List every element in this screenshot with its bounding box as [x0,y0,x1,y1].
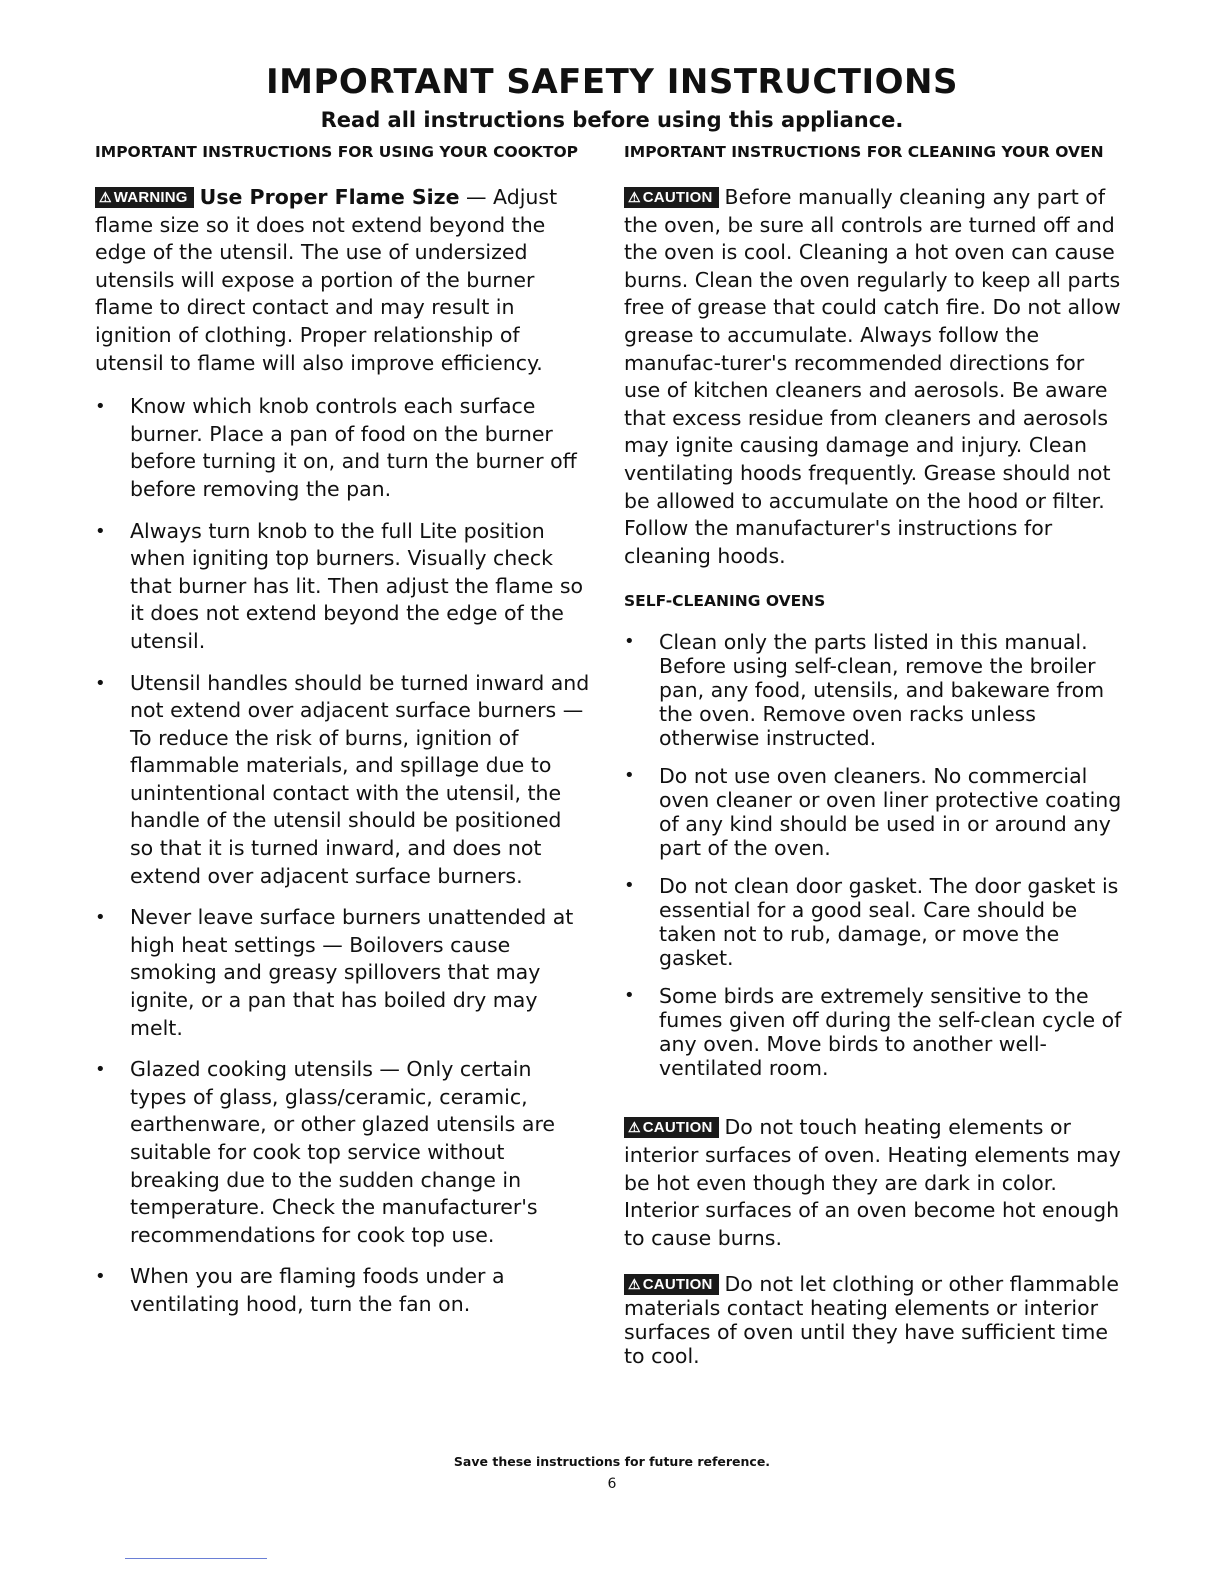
scan-edge-line [125,1558,267,1559]
bullet-icon: • [95,520,106,542]
list-item [624,764,1124,860]
list-item-text: Utensil handles should be turned inward and not extend over adjacent surface burners — To reduce the risk of burns, ignition of flammable materials, and spillage due to unintentional contact with the utensil, the handle of the utensil should be positioned so that it is turned inward, and does not extend over adjacent surface burners. [130,670,590,888]
warning-triangle-icon: ⚠ [99,189,112,205]
warning-badge-label: WARNING [113,189,188,206]
page-title: IMPORTANT SAFETY INSTRUCTIONS [266,62,958,102]
cooktop-bullet-list [95,393,590,1318]
list-item [95,518,590,656]
list-item-text: Do not clean door gasket. The door gasket is essential for a good seal. Care should be taken not to rub, damage, or move the gasket. [659,874,1119,971]
cooktop-column [95,140,590,1333]
warning-triangle-icon: ⚠ [628,189,641,205]
caution-badge-label: CAUTION [642,1276,713,1294]
self-cleaning-bullet-list [624,630,1124,1080]
caution-badge [624,1117,719,1138]
list-item [95,904,590,1042]
bullet-icon: • [624,765,635,787]
caution-text: Do not let clothing or other flammable materials contact heating elements or interior surfaces of oven until they have sufficient time to cool. [624,1272,1119,1369]
bullet-icon: • [624,631,635,653]
list-item [624,874,1124,970]
caution-badge-label: CAUTION [642,189,713,206]
list-item-text: When you are flaming foods under a ventilating hood, turn the fan on. [130,1264,505,1316]
list-item-text: Always turn knob to the full Lite position when igniting top burners. Visually check that burner has lit. Then adjust the flame so it does not extend beyond the edge of the utensil. [130,518,584,653]
flame-size-warning [95,184,590,377]
caution-badge [624,187,719,208]
caution-text: Do not touch heating elements or interior surfaces of oven. Heating elements may be hot even though they are dark in color. Interior surfaces of an oven become hot enough to cause burns. [624,1115,1121,1250]
bullet-icon: • [95,1059,106,1081]
warning-lead: Use Proper Flame Size [199,185,460,209]
bullet-icon: • [95,907,106,929]
self-cleaning-heading: SELF-CLEANING OVENS [624,592,826,611]
bullet-icon: • [95,396,106,418]
bullet-icon: • [624,875,635,897]
heating-elements-caution [624,1114,1124,1252]
list-item [624,984,1124,1080]
page-number: 6 [607,1476,617,1492]
oven-cleaning-column [624,140,1124,1384]
list-item [95,393,590,503]
list-item-text: Know which knob controls each surface burner. Place a pan of food on the burner before turning it on, and turn the burner off before removing the pan. [130,394,577,501]
list-item [95,1056,590,1249]
bullet-icon: • [95,672,106,694]
caution-badge [624,1274,719,1295]
list-item [624,630,1124,750]
list-item [95,1263,590,1318]
clothing-caution [624,1272,1124,1368]
list-item-text: Glazed cooking utensils — Only certain types of glass, glass/ceramic, ceramic, earthenware, or other glazed utensils are suitable for cook top service without breaking due to the sudden change in temperature. Check the manufacturer's recommendations for cook top use. [130,1057,556,1247]
cooktop-heading: IMPORTANT INSTRUCTIONS FOR USING YOUR COOKTOP [95,143,579,161]
warning-triangle-icon: ⚠ [628,1119,641,1136]
list-item-text: Clean only the parts listed in this manual. Before using self-clean, remove the broiler pan, any food, utensils, and bakeware from the oven. Remove oven racks unless otherwise instructed. [659,630,1105,751]
list-item-text: Never leave surface burners unattended at high heat settings — Boilovers cause smoking and greasy spillovers that may ignite, or a pan that has boiled dry may melt. [130,905,574,1040]
bullet-icon: • [95,1266,106,1288]
list-item-text: Some birds are extremely sensitive to the fumes given off during the self-clean cycle of any oven. Move birds to another well-ventilated room. [659,984,1122,1081]
warning-text: — Adjust flame size so it does not extend beyond the edge of the utensil. The use of undersized utensils will expose a portion of the burner flame to direct contact and may result in ignition of clothing. Proper relationship of utensil to flame will also improve efficiency. [95,185,558,375]
list-item-text: Do not use oven cleaners. No commercial oven cleaner or oven liner protective coating of any kind should be used in or around any part of the oven. [659,764,1122,861]
manual-cleaning-caution [624,184,1124,570]
bullet-icon: • [624,985,635,1007]
caution-text: Before manually cleaning any part of the oven, be sure all controls are turned off and the oven is cool. Cleaning a hot oven can cause burns. Clean the oven regularly to keep all parts free of grease that could catch fire. Do not allow grease to accumulate. Always follow the manufac-turer's recommended directions for use of kitchen cleaners and aerosols. Be aware that excess residue from cleaners and aerosols may ignite causing damage and injury. Clean ventilating hoods frequently. Grease should not be allowed to accumulate on the hood or filter. Follow the manufacturer's instructions for cleaning hoods. [624,185,1121,568]
warning-badge [95,187,194,208]
list-item [95,670,590,891]
footer-note: Save these instructions for future reference. [453,1454,771,1469]
caution-badge-label: CAUTION [642,1119,713,1137]
warning-triangle-icon: ⚠ [628,1276,641,1293]
page-subtitle: Read all instructions before using this appliance. [320,108,904,132]
oven-cleaning-heading: IMPORTANT INSTRUCTIONS FOR CLEANING YOUR OVEN [624,143,1104,161]
